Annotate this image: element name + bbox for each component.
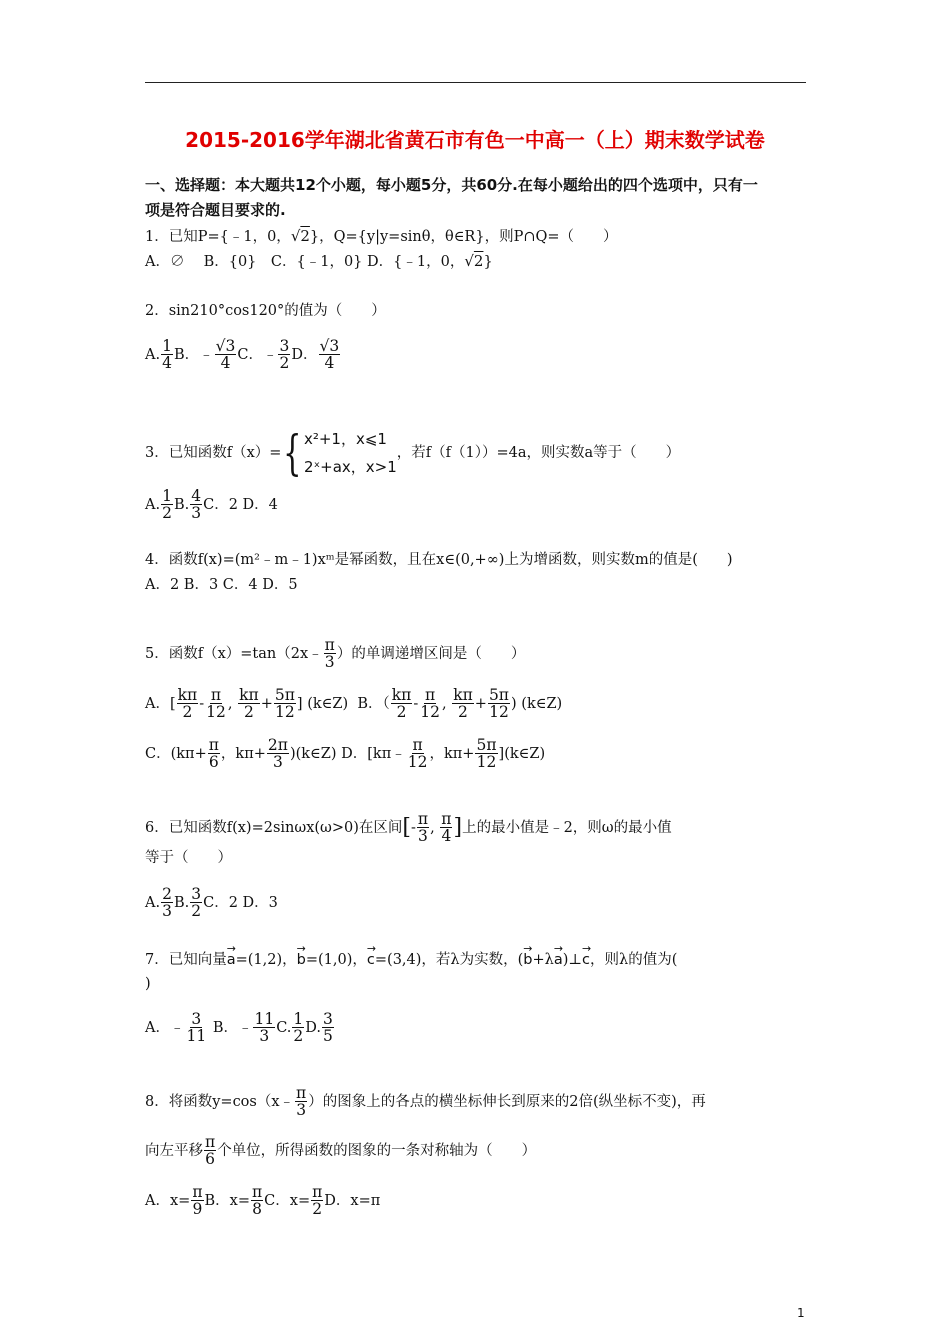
question-7-line2: ) (145, 976, 151, 992)
question-4-options: A．2 B．3 C．4 D．5 (145, 577, 298, 593)
question-8: 8．将函数y=cos（x﹣ $\frac{\pi}{3}$ ）的图象上的各点的横坐标伸长到原来的2倍(纵坐标不变)，再 (145, 1084, 706, 1120)
question-1: 1．已知P={﹣1，0，√2}，Q={y|y=sinθ，θ∈R}，则P∩Q=（ ） (145, 227, 618, 245)
question-6-options: A. $\frac{2}{3}$ B. $\frac{3}{2}$ C．2 D．3 (145, 885, 278, 921)
question-5-options-ab: A．[ $\frac{k\pi}{2}$ - $\frac{\pi}{12}$ , $\frac{k\pi}{2}$ + $\frac{5\pi}{12}$ ] (k∈Z) B．（ $\frac{k\pi}{2}$ - $\frac{\pi}{12}$ , $\frac{k\pi}{2}$ + $\frac{5\pi}{12}$ ) (k∈Z) (145, 686, 563, 722)
header-rule (145, 82, 806, 83)
question-5-options-cd: C．(kπ+ $\frac{\pi}{6}$ ，kπ+ $\frac{2\pi}{3}$ )(k∈Z) D．[kπ﹣ $\frac{\pi}{12}$ ，kπ+ $\frac{5\pi}{12}$ ](k∈Z) (145, 736, 546, 772)
page-title: 2015-2016学年湖北省黄石市有色一中高一（上）期末数学试卷 (185, 128, 765, 152)
question-7-options: A．﹣ $\frac{3}{11}$ B．﹣ $\frac{11}{3}$ C. $\frac{1}{2}$ D. $\frac{3}{5}$ (145, 1010, 333, 1046)
page-number: 1 (797, 1306, 805, 1320)
question-7: 7．已知向量 → a=(1,2)， → b=(1,0)， → c=(3,4)，若λ为实数，( → b+λ → a)⊥ → c，则λ的值为( (145, 942, 678, 968)
question-5: 5．函数f（x）=tan（2x﹣ $\frac{\pi}{3}$ ）的单调递增区间是（ ） (145, 636, 526, 672)
section-heading-line1: 一、选择题：本大题共12个小题，每小题5分，共60分.在每小题给出的四个选项中，只有一 (145, 176, 758, 194)
question-1-options: A．∅ B．{0} C．{﹣1，0} D．{﹣1，0，√2} (145, 252, 493, 270)
question-2: 2．sin210°cos120°的值为（ ） (145, 303, 386, 319)
question-8-line2: 向左平移 $\frac{\pi}{6}$ 个单位，所得函数的图象的一条对称轴为（ ） (145, 1133, 537, 1169)
question-6: 6．已知函数f(x)=2sinωx(ω>0)在区间[- $\frac{\pi}{3}$ , $\frac{\pi}{4}$ ]上的最小值是﹣2，则ω的最小值 (145, 810, 672, 846)
question-4: 4．函数f(x)=(m²﹣m﹣1)xᵐ是幂函数，且在x∈(0,+∞)上为增函数，则实数m的值是( ) (145, 552, 733, 568)
section-heading-line2: 项是符合题目要求的. (145, 201, 286, 219)
question-3-options: A. $\frac{1}{2}$ B. $\frac{4}{3}$ C．2 D．4 (145, 487, 278, 523)
question-2-options: A. $\frac{1}{4}$ B．﹣ $\frac{√3}{4}$ C．﹣ $\frac{3}{2}$ D． $\frac{√3}{4}$ (145, 337, 340, 373)
question-3: 3．已知函数f（x）={ x²+1，x⩽1 2ˣ+ax，x>1 ，若f（f（1））=4a，则实数a等于（ ） (145, 425, 681, 481)
question-8-options: A．x= $\frac{\pi}{9}$ B．x= $\frac{\pi}{8}$ C．x= $\frac{\pi}{2}$ D．x=π (145, 1183, 381, 1219)
question-6-line2: 等于（ ） (145, 850, 232, 866)
